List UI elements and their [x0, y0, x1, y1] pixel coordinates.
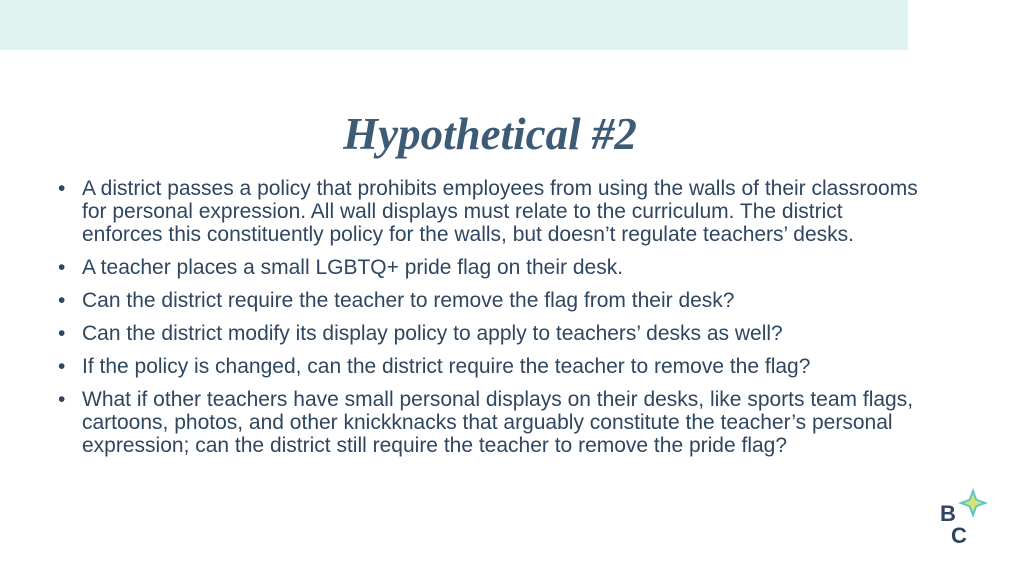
top-header-band	[0, 0, 908, 50]
bc-logo	[934, 486, 994, 550]
bullet-item: • What if other teachers have small personal displays on their desks, like sports team flags, cartoons, photos, and other knickknacks that arguably constitute the teacher’s personal expression; can the district still require the teacher to remove the pride flag?	[58, 388, 926, 457]
bullet-item: • Can the district modify its display policy to apply to teachers’ desks as well?	[58, 322, 926, 345]
bullet-item: • If the policy is changed, can the district require the teacher to remove the flag?	[58, 355, 926, 378]
logo-letter-c: C	[951, 523, 967, 548]
slide-title: Hypothetical #2	[343, 109, 637, 159]
logo-letter-b: B	[940, 501, 956, 526]
bullet-item: • A teacher places a small LGBTQ+ pride flag on their desk.	[58, 256, 926, 279]
sparkle-icon	[958, 488, 988, 518]
bullet-item: • Can the district require the teacher to remove the flag from their desk?	[58, 289, 926, 312]
bullet-item: • A district passes a policy that prohibits employees from using the walls of their classrooms for personal expression. All wall displays must relate to the curriculum. The district enforces this constituently policy for the walls, but doesn’t regulate teachers’ desks.	[58, 177, 926, 246]
bullet-list	[58, 177, 926, 467]
